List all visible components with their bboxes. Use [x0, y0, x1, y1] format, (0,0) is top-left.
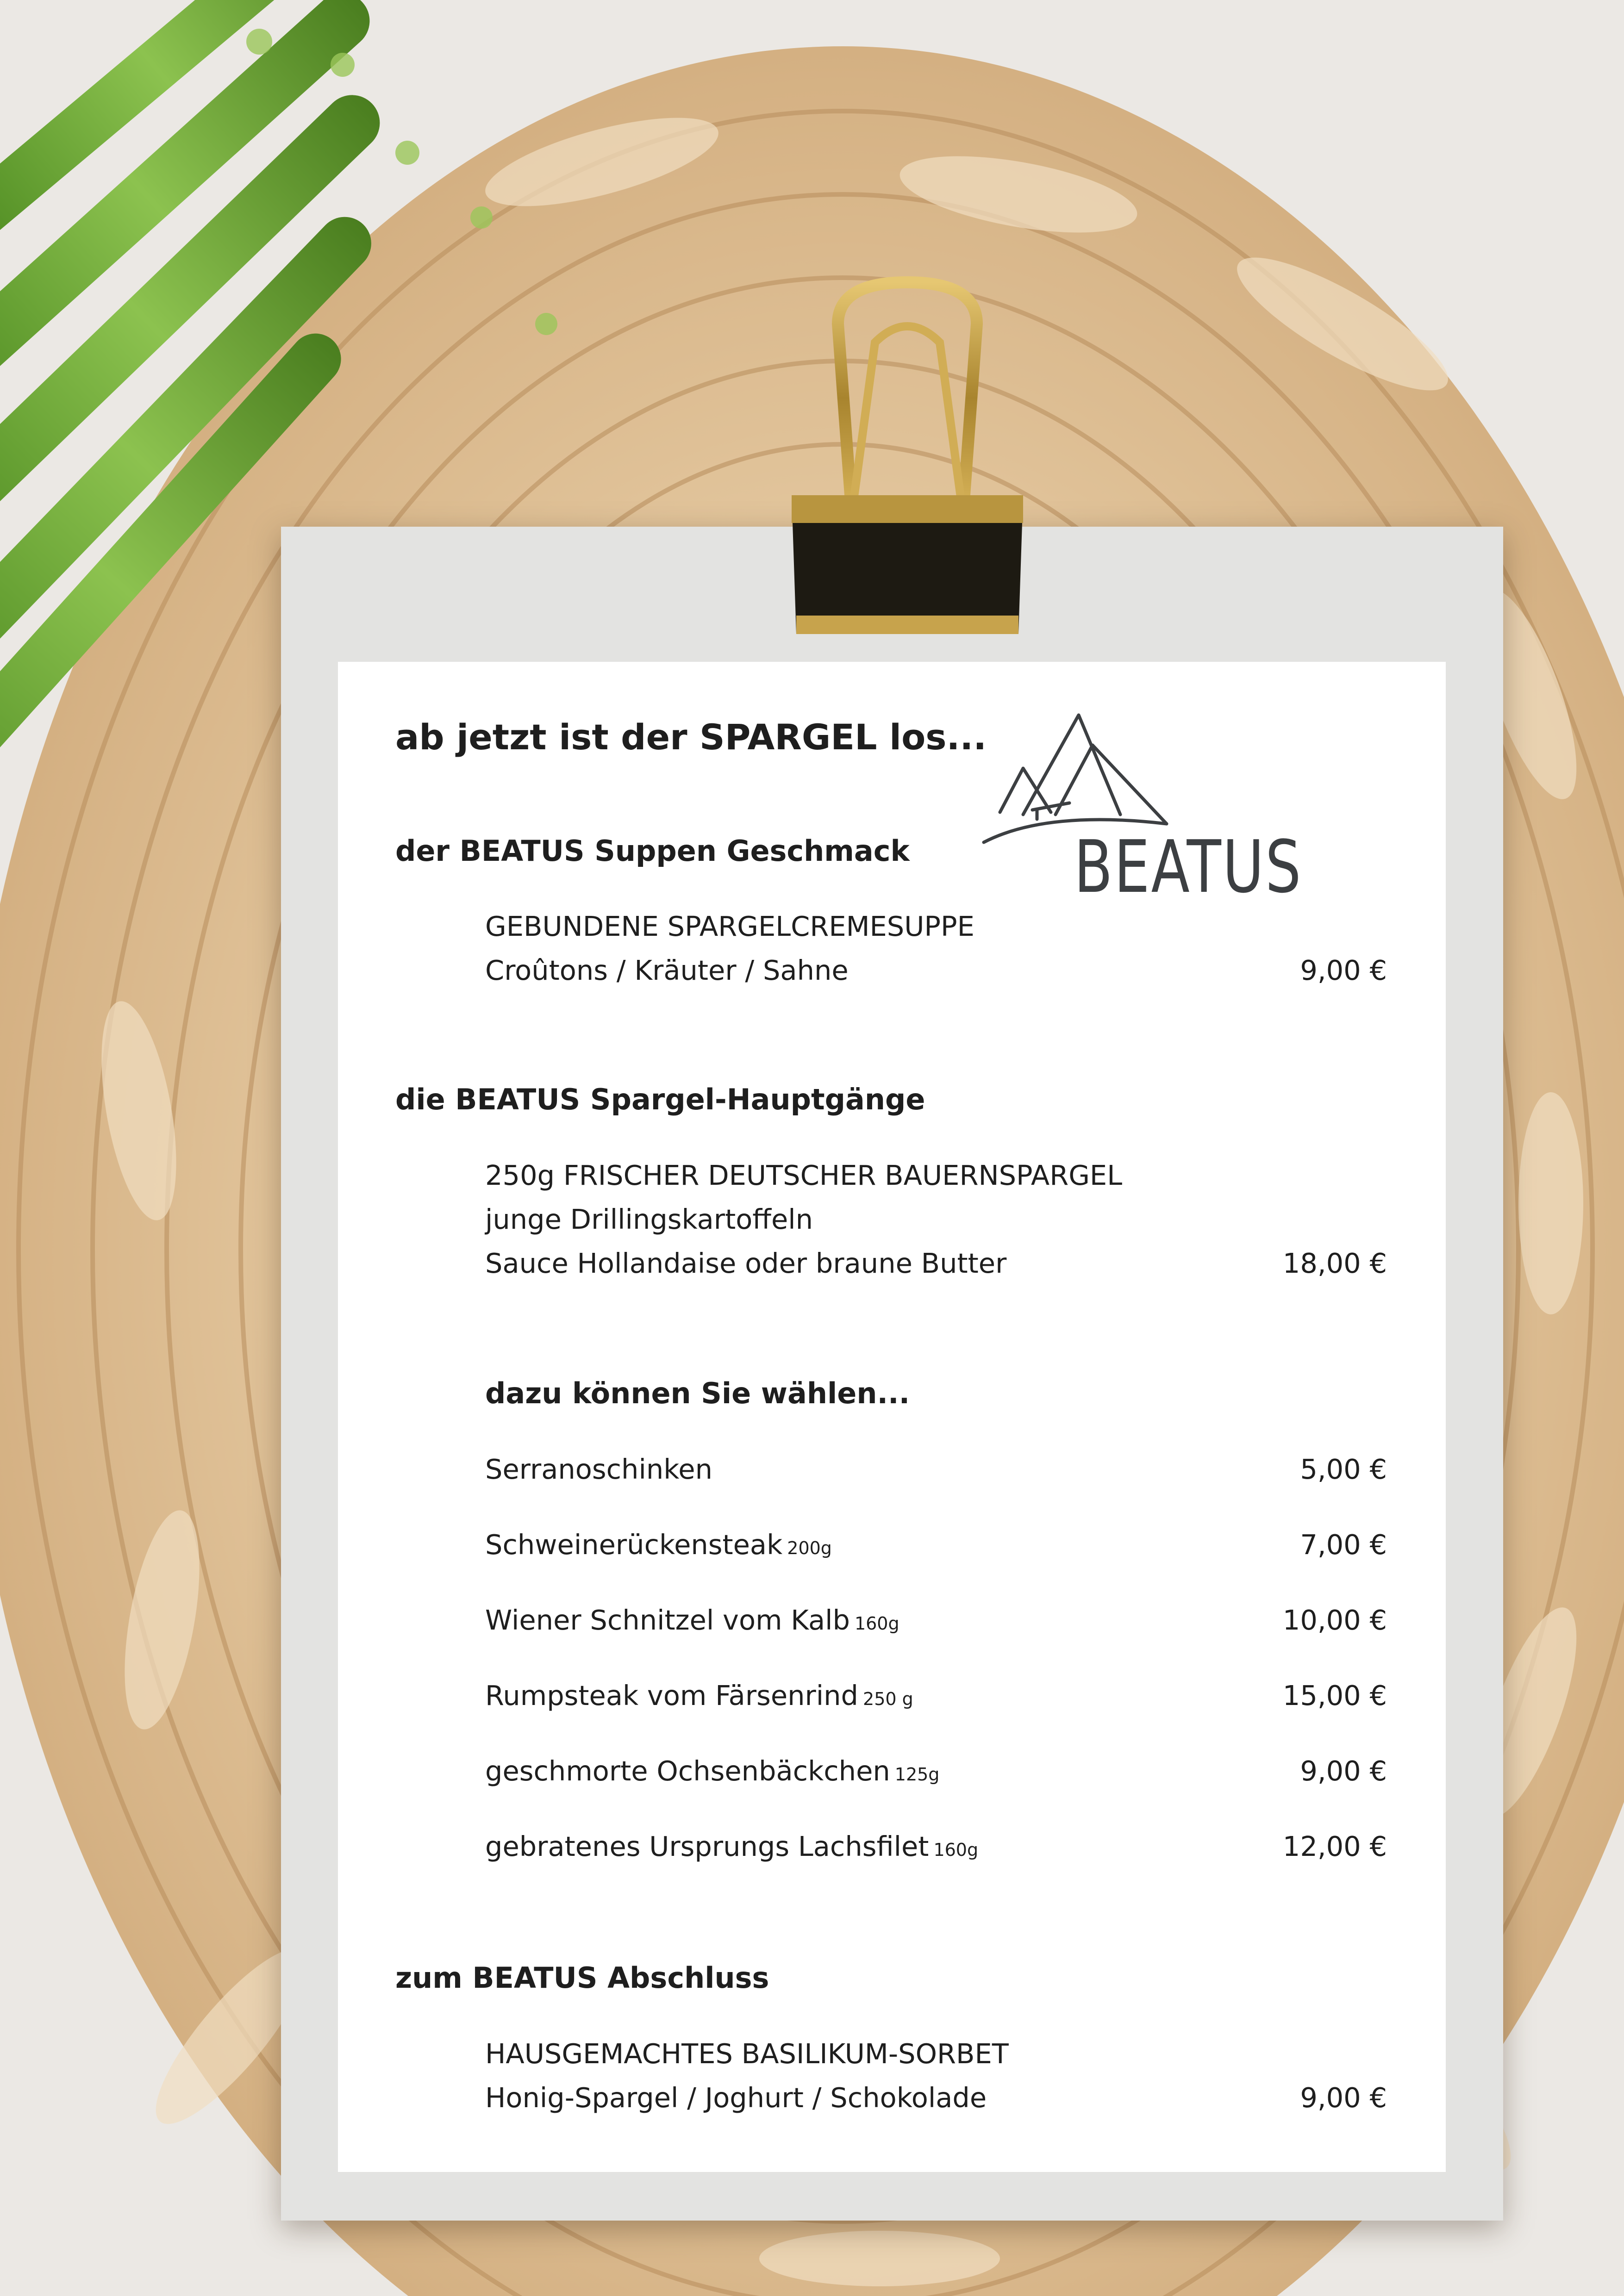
extra-item-price: 9,00 € — [1300, 1755, 1387, 1787]
dessert-name: HAUSGEMACHTES BASILIKUM-SORBET — [485, 2038, 1009, 2070]
main-line-1: 250g FRISCHER DEUTSCHER BAUERNSPARGEL — [485, 1159, 1123, 1191]
section-heading-soup: der BEATUS Suppen Geschmack — [395, 834, 910, 868]
extra-item-price: 12,00 € — [1282, 1830, 1387, 1862]
extra-item-name: Wiener Schnitzel vom Kalb 160g — [485, 1604, 899, 1636]
extra-item-name: geschmorte Ochsenbäckchen 125g — [485, 1755, 940, 1787]
extra-item-price: 5,00 € — [1300, 1453, 1387, 1485]
brand-name: BEATUS — [1074, 825, 1303, 909]
dessert-price: 9,00 € — [1300, 2082, 1387, 2114]
main-line-2: junge Drillingskartoffeln — [485, 1203, 813, 1235]
soup-price: 9,00 € — [1300, 954, 1387, 986]
section-heading-dessert: zum BEATUS Abschluss — [395, 1961, 769, 1995]
extra-item-name: gebratenes Ursprungs Lachsfilet 160g — [485, 1830, 979, 1862]
dessert-description: Honig-Spargel / Joghurt / Schokolade — [485, 2082, 987, 2114]
main-price: 18,00 € — [1282, 1247, 1387, 1279]
section-heading-mains: die BEATUS Spargel-Hauptgänge — [395, 1083, 925, 1116]
extra-item-name: Rumpsteak vom Färsenrind 250 g — [485, 1680, 913, 1711]
brand-logo — [981, 713, 1305, 907]
soup-description: Croûtons / Kräuter / Sahne — [485, 954, 849, 986]
extras-heading: dazu können Sie wählen... — [485, 1376, 910, 1410]
soup-name: GEBUNDENE SPARGELCREMESUPPE — [485, 910, 974, 942]
main-line-3: Sauce Hollandaise oder braune Butter — [485, 1247, 1007, 1279]
extra-item-price: 15,00 € — [1282, 1680, 1387, 1711]
extra-item-price: 10,00 € — [1282, 1604, 1387, 1636]
extra-item-price: 7,00 € — [1300, 1529, 1387, 1561]
menu-headline: ab jetzt ist der SPARGEL los... — [395, 716, 987, 758]
extra-item-name: Serranoschinken — [485, 1453, 712, 1485]
extra-item-name: Schweinerückensteak 200g — [485, 1529, 832, 1561]
binder-clip — [782, 273, 1032, 643]
